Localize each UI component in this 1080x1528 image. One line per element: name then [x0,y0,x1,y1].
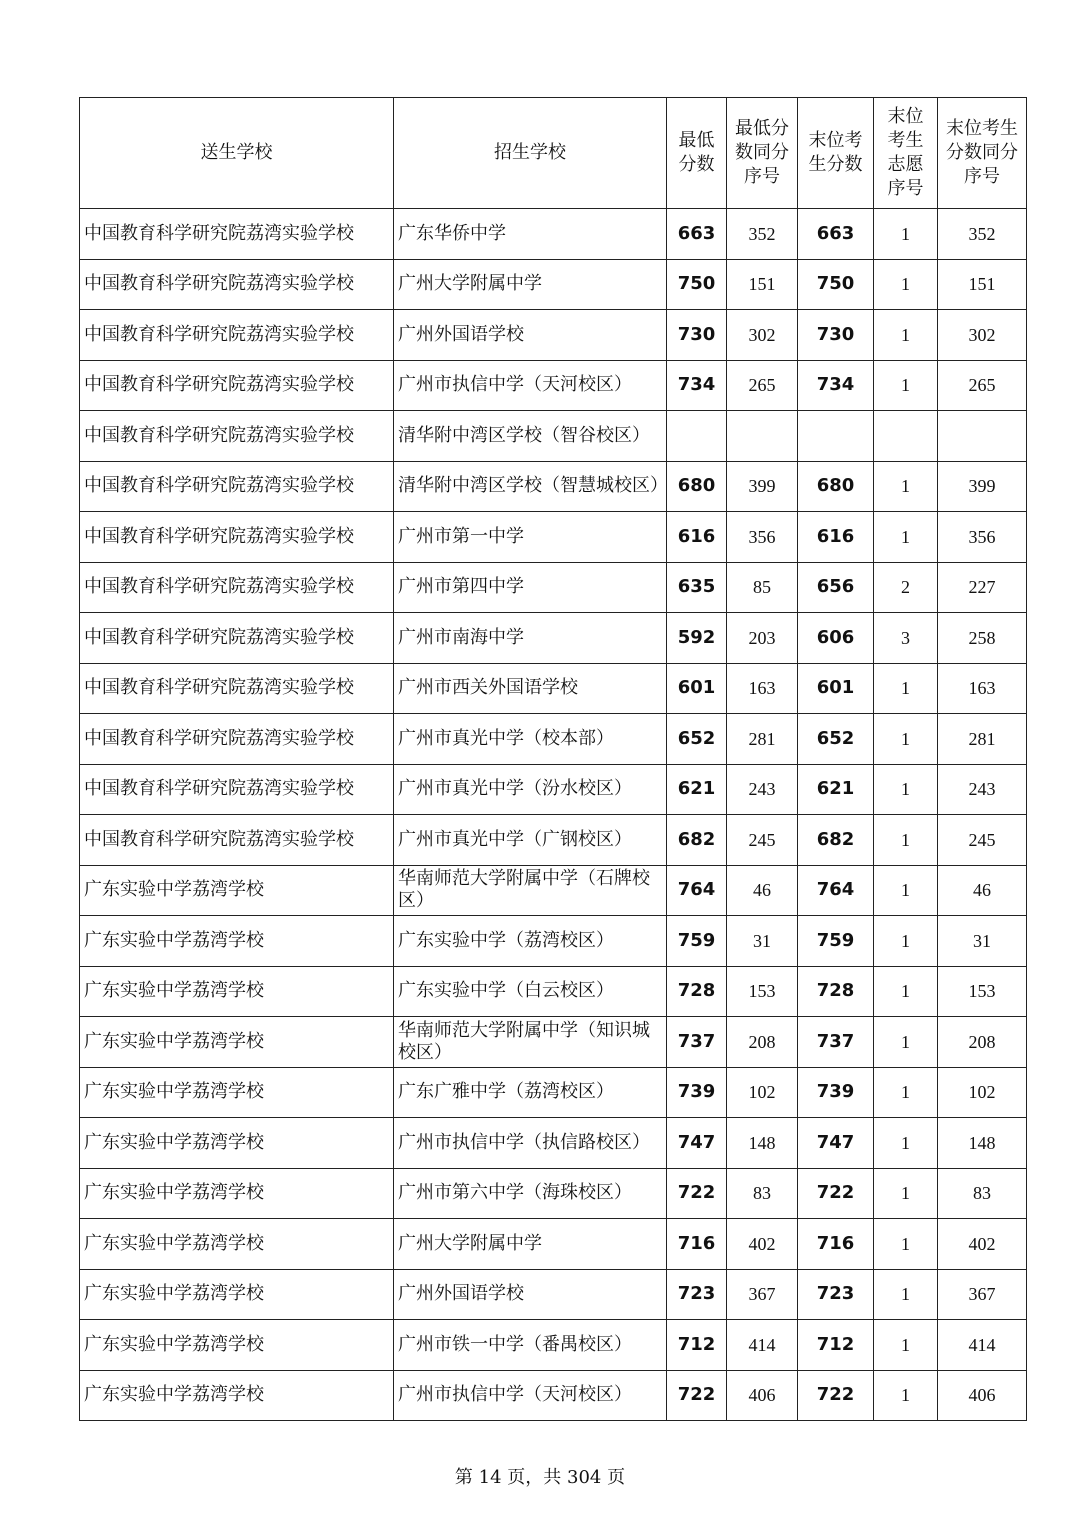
min-rank-cell: 243 [727,764,798,815]
page-footer: 第 14 页，共 304 页 [454,1467,626,1488]
last-choice-cell: 1 [874,1219,938,1270]
min-score-cell: 601 [667,663,727,714]
send-school-cell: 中国教育科学研究院荔湾实验学校 [80,714,394,765]
min-rank-cell: 414 [727,1320,798,1371]
recv-school-cell: 广州市执信中学（天河校区） [394,1370,667,1421]
send-school-cell: 中国教育科学研究院荔湾实验学校 [80,663,394,714]
min-score-cell: 734 [667,360,727,411]
last-choice-cell: 1 [874,815,938,866]
header-min-score: 最低 分数 [667,98,727,209]
last-score-cell: 750 [798,259,874,310]
min-rank-cell: 163 [727,663,798,714]
table-header-row [80,98,1027,209]
last-rank-cell: 402 [938,1219,1027,1270]
table-row [80,1219,1027,1270]
recv-school-cell: 广州市真光中学（校本部） [394,714,667,765]
last-score-cell: 601 [798,663,874,714]
last-score-cell: 734 [798,360,874,411]
last-choice-cell: 1 [874,1320,938,1371]
min-score-cell: 682 [667,815,727,866]
last-rank-cell: 302 [938,310,1027,361]
last-choice-cell: 1 [874,1168,938,1219]
last-rank-cell: 265 [938,360,1027,411]
header-last-score: 末位考 生分数 [798,98,874,209]
header-send-school: 送生学校 [80,98,394,209]
last-score-cell: 652 [798,714,874,765]
table-row [80,663,1027,714]
send-school-cell: 中国教育科学研究院荔湾实验学校 [80,764,394,815]
min-score-cell [667,411,727,462]
recv-school-cell: 广州市第一中学 [394,512,667,563]
recv-school-cell: 广州市执信中学（执信路校区） [394,1118,667,1169]
recv-school-cell: 广州市第四中学 [394,562,667,613]
min-rank-cell: 356 [727,512,798,563]
recv-school-cell: 广州市西关外国语学校 [394,663,667,714]
last-rank-cell: 151 [938,259,1027,310]
recv-school-cell: 广州市第六中学（海珠校区） [394,1168,667,1219]
send-school-cell: 中国教育科学研究院荔湾实验学校 [80,360,394,411]
last-rank-cell: 356 [938,512,1027,563]
min-score-cell: 592 [667,613,727,664]
min-score-cell: 722 [667,1370,727,1421]
header-recv-school: 招生学校 [394,98,667,209]
table-row [80,1370,1027,1421]
recv-school-cell: 广州市真光中学（广钢校区） [394,815,667,866]
last-score-cell: 616 [798,512,874,563]
table-row [80,865,1027,916]
admission-score-table [79,97,1027,1421]
min-rank-cell: 265 [727,360,798,411]
last-rank-cell: 245 [938,815,1027,866]
send-school-cell: 广东实验中学荔湾学校 [80,865,394,916]
last-rank-cell: 281 [938,714,1027,765]
send-school-cell: 中国教育科学研究院荔湾实验学校 [80,310,394,361]
last-score-cell: 621 [798,764,874,815]
recv-school-cell: 广州大学附属中学 [394,1219,667,1270]
send-school-cell: 中国教育科学研究院荔湾实验学校 [80,562,394,613]
last-rank-cell: 208 [938,1017,1027,1068]
min-score-cell: 712 [667,1320,727,1371]
last-choice-cell: 1 [874,764,938,815]
last-choice-cell: 1 [874,461,938,512]
last-rank-cell: 227 [938,562,1027,613]
table-row [80,764,1027,815]
min-score-cell: 680 [667,461,727,512]
last-choice-cell: 1 [874,714,938,765]
last-rank-cell: 352 [938,209,1027,260]
table-row [80,916,1027,967]
recv-school-cell: 清华附中湾区学校（智谷校区） [394,411,667,462]
send-school-cell: 广东实验中学荔湾学校 [80,1269,394,1320]
table-row [80,360,1027,411]
min-score-cell: 730 [667,310,727,361]
min-score-cell: 652 [667,714,727,765]
last-rank-cell: 102 [938,1067,1027,1118]
last-choice-cell: 2 [874,562,938,613]
min-score-cell: 716 [667,1219,727,1270]
send-school-cell: 中国教育科学研究院荔湾实验学校 [80,411,394,462]
last-score-cell [798,411,874,462]
recv-school-cell: 广东华侨中学 [394,209,667,260]
min-score-cell: 747 [667,1118,727,1169]
min-rank-cell: 151 [727,259,798,310]
last-choice-cell: 1 [874,1067,938,1118]
last-score-cell: 656 [798,562,874,613]
table-row [80,1067,1027,1118]
last-choice-cell: 1 [874,310,938,361]
last-score-cell: 716 [798,1219,874,1270]
send-school-cell: 中国教育科学研究院荔湾实验学校 [80,259,394,310]
recv-school-cell: 华南师范大学附属中学（石牌校区） [394,865,667,916]
recv-school-cell: 广东广雅中学（荔湾校区） [394,1067,667,1118]
send-school-cell: 广东实验中学荔湾学校 [80,1067,394,1118]
recv-school-cell: 广州外国语学校 [394,310,667,361]
send-school-cell: 广东实验中学荔湾学校 [80,916,394,967]
last-choice-cell: 3 [874,613,938,664]
send-school-cell: 广东实验中学荔湾学校 [80,1320,394,1371]
send-school-cell: 广东实验中学荔湾学校 [80,1118,394,1169]
table-row [80,1017,1027,1068]
last-rank-cell: 243 [938,764,1027,815]
last-choice-cell: 1 [874,259,938,310]
last-choice-cell: 1 [874,966,938,1017]
last-score-cell: 606 [798,613,874,664]
last-rank-cell: 399 [938,461,1027,512]
min-rank-cell: 85 [727,562,798,613]
header-min-rank: 最低分 数同分 序号 [727,98,798,209]
min-rank-cell [727,411,798,462]
last-choice-cell: 1 [874,1118,938,1169]
send-school-cell: 中国教育科学研究院荔湾实验学校 [80,461,394,512]
table-row [80,966,1027,1017]
min-rank-cell: 203 [727,613,798,664]
last-rank-cell: 414 [938,1320,1027,1371]
last-choice-cell: 1 [874,663,938,714]
min-score-cell: 616 [667,512,727,563]
table-row [80,461,1027,512]
table-row [80,815,1027,866]
last-score-cell: 759 [798,916,874,967]
send-school-cell: 广东实验中学荔湾学校 [80,966,394,1017]
last-rank-cell: 163 [938,663,1027,714]
last-choice-cell: 1 [874,209,938,260]
min-rank-cell: 102 [727,1067,798,1118]
last-score-cell: 728 [798,966,874,1017]
min-rank-cell: 153 [727,966,798,1017]
recv-school-cell: 广州市执信中学（天河校区） [394,360,667,411]
last-score-cell: 730 [798,310,874,361]
min-score-cell: 663 [667,209,727,260]
table-row [80,259,1027,310]
min-score-cell: 739 [667,1067,727,1118]
last-score-cell: 737 [798,1017,874,1068]
recv-school-cell: 清华附中湾区学校（智慧城校区） [394,461,667,512]
last-score-cell: 739 [798,1067,874,1118]
table-row [80,714,1027,765]
min-score-cell: 759 [667,916,727,967]
min-score-cell: 764 [667,865,727,916]
min-score-cell: 750 [667,259,727,310]
header-last-choice: 末位 考生 志愿 序号 [874,98,938,209]
last-choice-cell: 1 [874,360,938,411]
last-score-cell: 722 [798,1168,874,1219]
last-score-cell: 747 [798,1118,874,1169]
table-row [80,411,1027,462]
min-rank-cell: 302 [727,310,798,361]
send-school-cell: 广东实验中学荔湾学校 [80,1219,394,1270]
table-row [80,613,1027,664]
send-school-cell: 广东实验中学荔湾学校 [80,1370,394,1421]
last-score-cell: 680 [798,461,874,512]
last-rank-cell [938,411,1027,462]
min-rank-cell: 245 [727,815,798,866]
last-rank-cell: 258 [938,613,1027,664]
min-score-cell: 635 [667,562,727,613]
min-rank-cell: 83 [727,1168,798,1219]
send-school-cell: 广东实验中学荔湾学校 [80,1168,394,1219]
min-score-cell: 722 [667,1168,727,1219]
last-rank-cell: 148 [938,1118,1027,1169]
last-rank-cell: 367 [938,1269,1027,1320]
last-choice-cell: 1 [874,512,938,563]
send-school-cell: 中国教育科学研究院荔湾实验学校 [80,613,394,664]
min-score-cell: 723 [667,1269,727,1320]
last-rank-cell: 406 [938,1370,1027,1421]
last-rank-cell: 83 [938,1168,1027,1219]
recv-school-cell: 广州市南海中学 [394,613,667,664]
min-score-cell: 737 [667,1017,727,1068]
last-score-cell: 712 [798,1320,874,1371]
send-school-cell: 中国教育科学研究院荔湾实验学校 [80,815,394,866]
send-school-cell: 中国教育科学研究院荔湾实验学校 [80,512,394,563]
table-row [80,1269,1027,1320]
table-row [80,562,1027,613]
min-rank-cell: 406 [727,1370,798,1421]
header-last-rank: 末位考生 分数同分 序号 [938,98,1027,209]
recv-school-cell: 广州市铁一中学（番禺校区） [394,1320,667,1371]
last-choice-cell: 1 [874,865,938,916]
send-school-cell: 中国教育科学研究院荔湾实验学校 [80,209,394,260]
min-score-cell: 728 [667,966,727,1017]
recv-school-cell: 广东实验中学（荔湾校区） [394,916,667,967]
send-school-cell: 广东实验中学荔湾学校 [80,1017,394,1068]
min-rank-cell: 402 [727,1219,798,1270]
min-rank-cell: 281 [727,714,798,765]
last-choice-cell: 1 [874,1269,938,1320]
last-choice-cell: 1 [874,1017,938,1068]
last-score-cell: 663 [798,209,874,260]
min-rank-cell: 399 [727,461,798,512]
recv-school-cell: 广州大学附属中学 [394,259,667,310]
recv-school-cell: 广东实验中学（白云校区） [394,966,667,1017]
last-choice-cell: 1 [874,916,938,967]
table-body [80,209,1027,1421]
last-rank-cell: 46 [938,865,1027,916]
min-rank-cell: 367 [727,1269,798,1320]
min-rank-cell: 208 [727,1017,798,1068]
min-rank-cell: 352 [727,209,798,260]
min-rank-cell: 31 [727,916,798,967]
table-row [80,1168,1027,1219]
last-score-cell: 722 [798,1370,874,1421]
recv-school-cell: 广州外国语学校 [394,1269,667,1320]
table-row [80,512,1027,563]
last-score-cell: 682 [798,815,874,866]
min-score-cell: 621 [667,764,727,815]
last-choice-cell [874,411,938,462]
last-rank-cell: 31 [938,916,1027,967]
min-rank-cell: 46 [727,865,798,916]
last-score-cell: 764 [798,865,874,916]
recv-school-cell: 华南师范大学附属中学（知识城校区） [394,1017,667,1068]
last-choice-cell: 1 [874,1370,938,1421]
table-row [80,209,1027,260]
last-score-cell: 723 [798,1269,874,1320]
table-row [80,1320,1027,1371]
table-row [80,310,1027,361]
last-rank-cell: 153 [938,966,1027,1017]
min-rank-cell: 148 [727,1118,798,1169]
recv-school-cell: 广州市真光中学（汾水校区） [394,764,667,815]
table-row [80,1118,1027,1169]
